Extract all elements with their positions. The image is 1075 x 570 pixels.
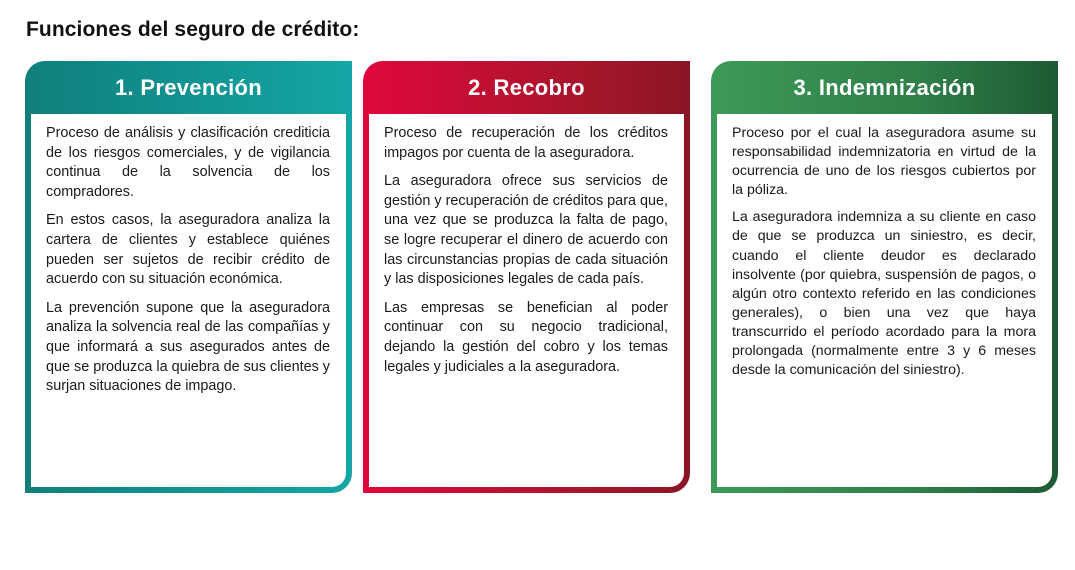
card-body [369, 114, 684, 487]
card-paragraph: Las empresas se benefician al poder continuar con su negocio tradicional, dejando la gestión del cobro y los temas legales y judiciales a la aseguradora. [384, 299, 668, 375]
card-heading: 3. Indemnización [793, 74, 976, 100]
card-recobro [363, 61, 690, 493]
card-paragraph: La aseguradora ofrece sus servicios de gestión y recuperación de créditos para que, una vez que se produzca la falta de pago, se logre recuperar el dinero de acuerdo con las circunstancias propias de cada situación y las disposiciones legales de cada país. [384, 173, 668, 288]
card-paragraph: Proceso de recuperación de los créditos impagos por cuenta de la aseguradora. [384, 125, 668, 161]
card-heading: 1. Prevención [115, 74, 262, 100]
card-body [31, 114, 346, 487]
card-paragraph: En estos casos, la aseguradora analiza la cartera de clientes y establece quiénes pueden ser sujetos de recibir crédito de acuerdo con su situación económica. [46, 212, 330, 288]
card-paragraph: La aseguradora indemniza a su cliente en caso de que se produzca un siniestro, es decir, cuando el cliente deudor es declarado insolvente (por quiebra, suspensión de pagos, o algún otro contexto referido en las condiciones generales), o bien una vez que haya transcurrido el período acordado para la mora prolongada (normalmente entre 3 y 6 meses desde la comunicación del siniestro). [732, 209, 1036, 379]
card-heading: 2. Recobro [468, 74, 585, 100]
card-paragraph: La prevención supone que la aseguradora analiza la solvencia real de las compañías y que informará a sus asegurados antes de que se produzca la quiebra de sus clientes y surjan situaciones de impago. [46, 299, 330, 395]
card-paragraph: Proceso por el cual la aseguradora asume su responsabilidad indemnizatoria en virtud de la ocurrencia de uno de los riesgos cubiertos por la póliza. [732, 125, 1036, 199]
card-prevencion [25, 61, 352, 493]
card-body [717, 114, 1052, 487]
page-title: Funciones del seguro de crédito: [26, 18, 360, 41]
card-paragraph: Proceso de análisis y clasificación crediticia de los riesgos comerciales, y de vigilancia continua de la solvencia de los compradores. [46, 125, 330, 200]
card-indemnizacion [711, 61, 1058, 493]
